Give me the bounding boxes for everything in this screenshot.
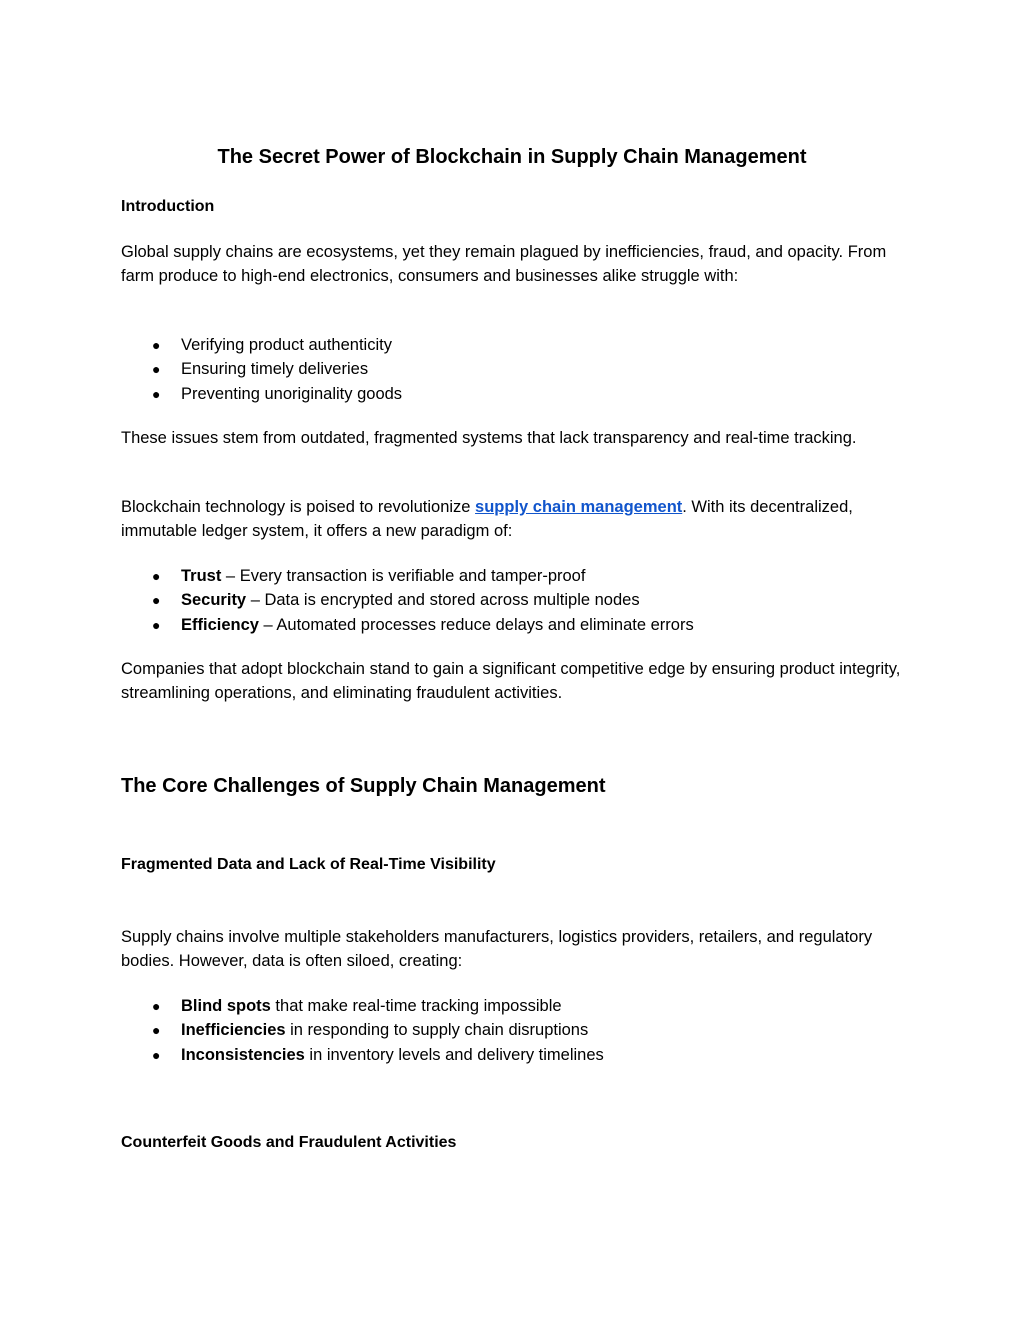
bullet-icon: ● bbox=[152, 1046, 161, 1063]
stakeholders-paragraph: Supply chains involve multiple stakeholders manufacturers, logistics providers, retailers, and regulatory bodies. However, data is often siloed, creating: bbox=[121, 928, 873, 971]
bullet-icon: ● bbox=[152, 337, 161, 353]
list-item-term: Security bbox=[181, 591, 247, 610]
struggles-list bbox=[121, 333, 903, 406]
list-item bbox=[121, 1043, 903, 1067]
bullet-icon: ● bbox=[152, 568, 161, 584]
subsection-heading-counterfeit: Counterfeit Goods and Fraudulent Activities bbox=[121, 1134, 457, 1151]
blockchain-text-start: Blockchain technology is poised to revolutionize bbox=[121, 498, 476, 516]
list-item-term: Trust bbox=[181, 567, 222, 585]
list-item-term: Inefficiencies bbox=[181, 1021, 286, 1040]
supply-chain-management-link[interactable]: supply chain management bbox=[475, 498, 683, 516]
list-item-desc: in responding to supply chain disruptions bbox=[285, 1021, 589, 1040]
bullet-icon: ● bbox=[152, 361, 161, 378]
siloed-list bbox=[121, 994, 903, 1067]
document-title: The Secret Power of Blockchain in Supply Chain Management bbox=[217, 146, 807, 168]
list-item bbox=[121, 382, 903, 406]
list-item-desc: that make real-time tracking impossible bbox=[270, 997, 562, 1015]
list-item bbox=[121, 994, 903, 1018]
adopt-paragraph: Companies that adopt blockchain stand to gain a significant competitive edge by ensuring product integrity, streamlining operations, and eliminating fraudulent activities. bbox=[121, 660, 901, 703]
paradigm-list bbox=[121, 564, 903, 637]
list-item bbox=[121, 333, 903, 357]
list-item-desc: in inventory levels and delivery timelines bbox=[304, 1045, 604, 1064]
list-item-desc: – Data is encrypted and stored across multiple nodes bbox=[246, 591, 640, 610]
bullet-icon: ● bbox=[152, 385, 161, 402]
list-item-term: Blind spots bbox=[181, 997, 271, 1015]
list-item bbox=[121, 588, 903, 612]
bullet-icon: ● bbox=[152, 1022, 161, 1039]
bullet-icon: ● bbox=[152, 998, 161, 1014]
list-item bbox=[121, 1018, 903, 1042]
list-item-desc: – Automated processes reduce delays and eliminate errors bbox=[258, 615, 694, 634]
list-item bbox=[121, 357, 903, 381]
list-item-text: Verifying product authenticity bbox=[181, 336, 392, 354]
list-item bbox=[121, 613, 903, 637]
list-item-text: Preventing unoriginality goods bbox=[181, 384, 403, 403]
issues-paragraph: These issues stem from outdated, fragmented systems that lack transparency and real-time tracking. bbox=[121, 429, 857, 447]
list-item-term: Efficiency bbox=[181, 615, 259, 634]
intro-paragraph: Global supply chains are ecosystems, yet they remain plagued by inefficiencies, fraud, and opacity. From farm produce to high-end electronics, consumers and businesses alike struggle with: bbox=[121, 243, 887, 286]
blockchain-paragraph bbox=[121, 495, 903, 544]
list-item-text: Ensuring timely deliveries bbox=[181, 360, 369, 379]
bullet-icon: ● bbox=[152, 592, 161, 609]
list-item-term: Inconsistencies bbox=[181, 1045, 305, 1064]
list-item bbox=[121, 564, 903, 588]
bullet-icon: ● bbox=[152, 616, 161, 633]
blockchain-text-end: . With its decentralized, immutable ledger system, it offers a new paradigm of: bbox=[121, 498, 853, 541]
subsection-heading-fragmented-data: Fragmented Data and Lack of Real-Time Visibility bbox=[121, 856, 496, 873]
introduction-heading: Introduction bbox=[121, 198, 215, 215]
section-heading: The Core Challenges of Supply Chain Management bbox=[121, 775, 606, 797]
list-item-desc: – Every transaction is verifiable and tamper-proof bbox=[221, 567, 586, 585]
